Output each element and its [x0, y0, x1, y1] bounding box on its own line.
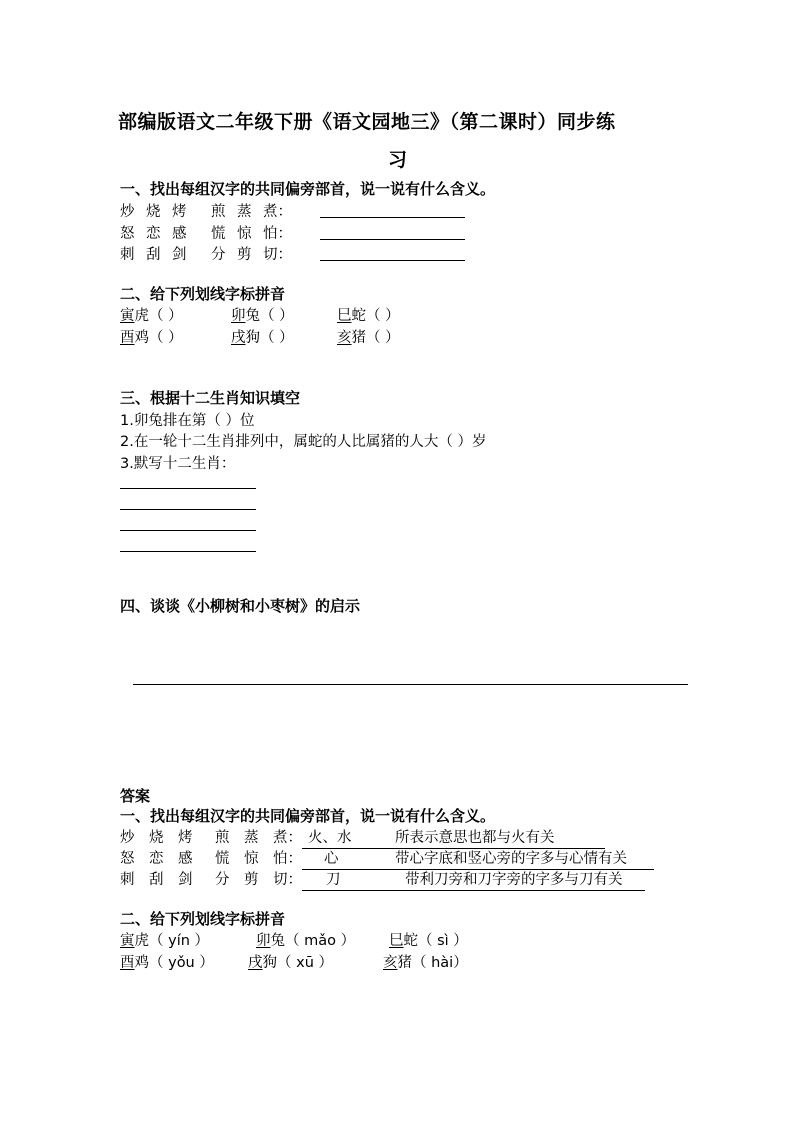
pinyin-answer: （ yǒu ） [149, 955, 214, 971]
q3-heading: 三、根据十二生肖知识填空 [120, 389, 301, 407]
q1-answer-blank[interactable] [320, 225, 465, 244]
q4-answer-line[interactable] [133, 684, 688, 685]
char: 剑 [172, 247, 187, 263]
pinyin-blank[interactable]: （ ） [149, 308, 183, 324]
underlined-char: 卯 [231, 308, 246, 324]
q2-item: 卯兔（ ） [231, 308, 294, 324]
pinyin-answer: （ xū ） [277, 955, 333, 971]
pinyin-blank[interactable]: （ ） [260, 308, 294, 324]
answer-pinyin-item: 巳蛇（ sì ） [389, 933, 468, 949]
char: 感 [172, 226, 187, 242]
zodiac-write-line[interactable] [120, 551, 256, 552]
pinyin-answer: （ hài） [412, 955, 468, 971]
char: 刺 [120, 872, 135, 888]
char: 蒸 [244, 830, 259, 846]
char: 切 [273, 872, 288, 888]
char: 怕 [263, 226, 278, 242]
answers-label: 答案 [120, 787, 151, 805]
answer-pinyin-item: 卯兔（ mǎo ） [256, 933, 356, 949]
q3-item: 3.默写十二生肖： [120, 456, 236, 472]
char: 惊 [237, 226, 252, 242]
char: 剪 [244, 872, 259, 888]
pinyin-answer: （ yín ） [149, 933, 210, 949]
char: 剑 [178, 872, 193, 888]
underlined-char: 戌 [231, 330, 246, 346]
char: 感 [178, 851, 193, 867]
char: 炒 [120, 204, 135, 220]
answer-meaning: 带利刀旁和刀字旁的字多与刀有关 [405, 872, 623, 888]
colon: ： [277, 226, 292, 242]
q4-heading: 四、谈谈《小柳树和小枣树》的启示 [120, 597, 361, 615]
char: 烤 [172, 204, 187, 220]
page-title-continued: 习 [388, 149, 408, 171]
char: 刺 [120, 247, 135, 263]
q3-item: 2.在一轮十二生肖排列中，属蛇的人比属猪的人大（ ）岁 [120, 434, 487, 450]
q2-heading: 二、给下列划线字标拼音 [120, 285, 286, 303]
q1-heading: 一、找出每组汉字的共同偏旁部首，说一说有什么含义。 [120, 180, 496, 198]
underlined-char: 酉 [120, 330, 135, 346]
zodiac-write-line[interactable] [120, 530, 256, 531]
answers-q1-heading: 一、找出每组汉字的共同偏旁部首，说一说有什么含义。 [120, 807, 496, 825]
char: 烧 [146, 204, 161, 220]
q2-item: 戌狗（ ） [231, 330, 294, 346]
answer-radical: 心 [324, 851, 339, 867]
char: 怒 [120, 851, 135, 867]
q2-item: 亥猪（ ） [337, 330, 400, 346]
char: 恋 [146, 226, 161, 242]
zodiac-write-line[interactable] [120, 488, 256, 489]
answer-meaning: 所表示意思也都与火有关 [395, 830, 555, 846]
char: 剪 [237, 247, 252, 263]
pinyin-blank[interactable]: （ ） [260, 330, 294, 346]
char: 煮 [273, 830, 288, 846]
q1-row [120, 200, 292, 221]
q1-row [120, 222, 292, 243]
char: 慌 [215, 851, 230, 867]
answer-row [120, 826, 605, 849]
underlined-char: 寅 [120, 308, 135, 324]
underlined-char: 亥 [383, 955, 398, 971]
char: 惊 [244, 851, 259, 867]
char: 煮 [263, 204, 278, 220]
char: 切 [263, 247, 278, 263]
q2-item: 寅虎（ ） [120, 308, 183, 324]
zodiac-write-line[interactable] [120, 509, 256, 510]
char: 怕 [273, 851, 288, 867]
char: 煎 [211, 204, 226, 220]
q1-answer-blank[interactable] [320, 203, 465, 222]
underlined-char: 戌 [248, 955, 263, 971]
answers-q2-heading: 二、给下列划线字标拼音 [120, 910, 286, 928]
char: 分 [211, 247, 226, 263]
underlined-char: 巳 [337, 308, 352, 324]
underlined-char: 卯 [256, 933, 271, 949]
pinyin-blank[interactable]: （ ） [366, 308, 400, 324]
char: 煎 [215, 830, 230, 846]
page-title: 部编版语文二年级下册《语文园地三》（第二课时）同步练 [118, 111, 616, 133]
colon: ： [287, 851, 302, 867]
char: 分 [215, 872, 230, 888]
char: 恋 [149, 851, 164, 867]
underlined-char: 酉 [120, 955, 135, 971]
char: 刮 [146, 247, 161, 263]
underlined-char: 巳 [389, 933, 404, 949]
pinyin-answer: （ sì ） [418, 933, 468, 949]
char: 烤 [178, 830, 193, 846]
underlined-char: 亥 [337, 330, 352, 346]
pinyin-answer: （ mǎo ） [285, 933, 356, 949]
char: 蒸 [237, 204, 252, 220]
pinyin-blank[interactable]: （ ） [149, 330, 183, 346]
q2-item: 巳蛇（ ） [337, 308, 400, 324]
answer-pinyin-item: 寅虎（ yín ） [120, 933, 210, 949]
answer-meaning: 带心字底和竖心旁的字多与心情有关 [395, 851, 627, 867]
colon: ： [277, 247, 292, 263]
colon: ： [277, 204, 292, 220]
answer-radical: 火、水 [308, 830, 352, 846]
answer-row [120, 847, 654, 870]
char: 烧 [149, 830, 164, 846]
q1-row [120, 243, 292, 264]
q2-item: 酉鸡（ ） [120, 330, 183, 346]
answer-pinyin-item: 亥猪（ hài） [383, 955, 468, 971]
answer-row [120, 868, 645, 891]
q3-item: 1.卯兔排在第（ ）位 [120, 413, 255, 429]
char: 刮 [149, 872, 164, 888]
q1-answer-blank[interactable] [320, 246, 465, 265]
char: 怒 [120, 226, 135, 242]
char: 炒 [120, 830, 135, 846]
underlined-char: 寅 [120, 933, 135, 949]
colon: ： [287, 872, 302, 888]
answer-pinyin-item: 酉鸡（ yǒu ） [120, 955, 214, 971]
char: 慌 [211, 226, 226, 242]
pinyin-blank[interactable]: （ ） [366, 330, 400, 346]
answer-radical: 刀 [326, 872, 341, 888]
answer-pinyin-item: 戌狗（ xū ） [248, 955, 333, 971]
colon: ： [287, 830, 302, 846]
